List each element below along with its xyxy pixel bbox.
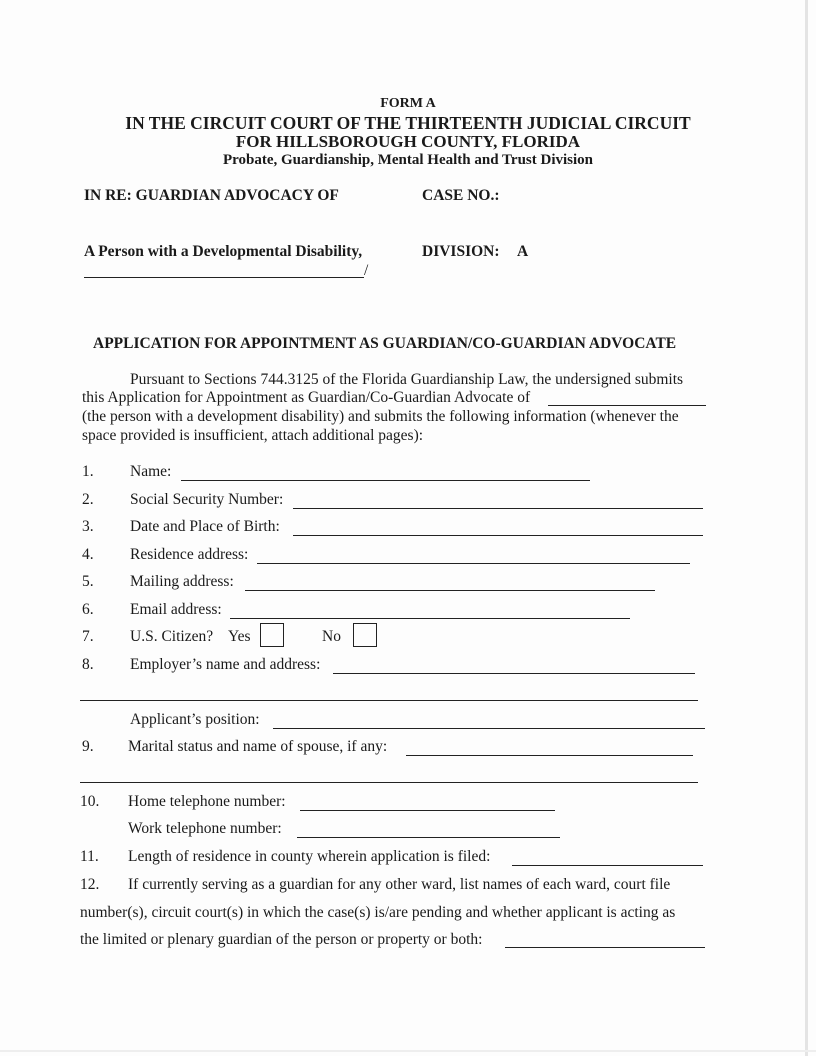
other-wards-field[interactable] (505, 947, 705, 948)
residence-length-field[interactable] (512, 865, 703, 866)
name-label: Name: (130, 463, 172, 480)
birth-label: Date and Place of Birth: (130, 518, 280, 535)
item-number: 1. (82, 463, 94, 480)
item-number: 10. (80, 793, 100, 810)
ssn-label: Social Security Number: (130, 491, 284, 508)
residence-label: Residence address: (130, 546, 249, 563)
marital-label: Marital status and name of spouse, if any: (128, 738, 388, 755)
scan-edge (805, 0, 808, 1056)
county-name: FOR HILLSBOROUGH COUNTY, FLORIDA (235, 132, 581, 151)
in-re-label: IN RE: GUARDIAN ADVOCACY OF (84, 187, 339, 204)
marital-field-continued[interactable] (80, 782, 698, 783)
position-label: Applicant’s position: (130, 711, 260, 728)
item-number: 11. (80, 848, 99, 865)
item-number: 12. (80, 876, 100, 893)
mailing-field[interactable] (245, 590, 655, 591)
item-number: 2. (82, 491, 94, 508)
ward-name-field[interactable] (548, 405, 706, 406)
citizen-no-checkbox[interactable] (353, 623, 377, 647)
caption-slash: / (364, 262, 369, 279)
email-field[interactable] (230, 618, 630, 619)
citizen-yes-checkbox[interactable] (260, 623, 284, 647)
employer-field-continued[interactable] (80, 700, 698, 701)
intro-line-1: Pursuant to Sections 744.3125 of the Florida Guardianship Law, the undersigned submits (130, 371, 684, 388)
item-number: 8. (82, 656, 94, 673)
name-field[interactable] (181, 480, 590, 481)
birth-field[interactable] (293, 535, 703, 536)
employer-label: Employer’s name and address: (130, 656, 321, 673)
item-number: 5. (82, 573, 94, 590)
citizen-label: U.S. Citizen? (130, 628, 214, 645)
scan-bottom-edge (0, 1050, 816, 1052)
item-number: 9. (82, 738, 94, 755)
home-phone-field[interactable] (300, 810, 555, 811)
residence-length-label: Length of residence in county wherein application is filed: (128, 848, 491, 865)
employer-field[interactable] (333, 673, 695, 674)
application-title: APPLICATION FOR APPOINTMENT AS GUARDIAN/CO-GUARDIAN ADVOCATE (93, 335, 677, 352)
yes-label: Yes (228, 628, 251, 645)
item-number: 4. (82, 546, 94, 563)
mailing-label: Mailing address: (130, 573, 234, 590)
ssn-field[interactable] (293, 508, 703, 509)
home-phone-label: Home telephone number: (128, 793, 286, 810)
intro-line-2: this Application for Appointment as Guardian/Co-Guardian Advocate of (82, 389, 531, 406)
division-value: A (517, 243, 529, 260)
intro-line-4: space provided is insufficient, attach additional pages): (82, 427, 424, 444)
work-phone-field[interactable] (297, 837, 560, 838)
intro-line-3: (the person with a development disability) and submits the following information (whenever the (82, 408, 679, 425)
court-name: IN THE CIRCUIT COURT OF THE THIRTEENTH JUDICIAL CIRCUIT (125, 113, 691, 133)
other-wards-text-2: number(s), circuit court(s) in which the case(s) is/are pending and whether applicant is acting as (80, 904, 676, 921)
person-label: A Person with a Developmental Disability, (84, 243, 363, 260)
item-number: 7. (82, 628, 94, 645)
division-name: Probate, Guardianship, Mental Health and Trust Division (222, 152, 594, 168)
other-wards-text-1: If currently serving as a guardian for any other ward, list names of each ward, court file (128, 876, 671, 893)
respondent-name-line[interactable] (84, 277, 364, 278)
division-label: DIVISION: (422, 243, 500, 260)
marital-field[interactable] (406, 755, 693, 756)
form-label: FORM A (380, 96, 436, 111)
item-number: 6. (82, 601, 94, 618)
work-phone-label: Work telephone number: (128, 820, 282, 837)
item-number: 3. (82, 518, 94, 535)
no-label: No (322, 628, 341, 645)
position-field[interactable] (273, 728, 705, 729)
other-wards-text-3: the limited or plenary guardian of the person or property or both: (80, 931, 483, 948)
case-no-label: CASE NO.: (422, 187, 500, 204)
email-label: Email address: (130, 601, 222, 618)
residence-field[interactable] (257, 563, 690, 564)
